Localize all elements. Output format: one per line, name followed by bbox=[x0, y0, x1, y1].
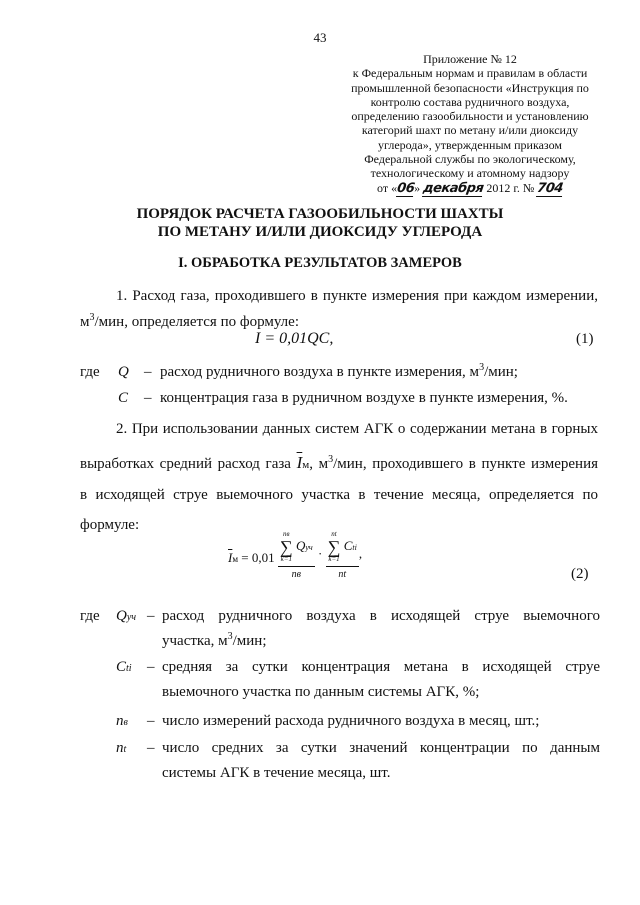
appendix-line: контролю состава рудничного воздуха, bbox=[370, 94, 570, 109]
paragraph-2-line-1: 2. При использовании данных систем АГК о содержании метана в горных bbox=[116, 421, 598, 437]
document-title bbox=[0, 205, 640, 241]
definition-text: концентрация газа в рудничном воздухе в пункте измерения, %. bbox=[160, 390, 568, 406]
date-year: 2012 г. № bbox=[483, 180, 538, 195]
dash: – bbox=[144, 364, 152, 380]
sum-symbol: nt ∑ k=1 bbox=[327, 530, 341, 563]
formula-2: $\overline{I}м = 0,01$ nв ∑ k=1 Qуч nв · nt ∑ k=1 Cti nt , bbox=[228, 530, 363, 580]
handwritten-day: 06 bbox=[396, 180, 416, 196]
appendix-line: технологическому и атомному надзору bbox=[370, 166, 570, 181]
symbol-n-t: nt bbox=[116, 740, 127, 756]
appendix-line: к Федеральным нормам и правилам в области bbox=[352, 66, 588, 81]
fraction-c: nt ∑ k=1 Cti nt bbox=[327, 530, 357, 580]
appendix-date-line bbox=[325, 181, 615, 197]
definition-text: расход рудничного воздуха в пункте измерения, $м^3$/мин; bbox=[160, 362, 518, 380]
appendix-line: Приложение № 12 bbox=[423, 52, 517, 66]
appendix-line: категорий шахт по метану и/или диоксиду bbox=[361, 123, 579, 138]
title-line-2: ПО МЕТАНУ И/ИЛИ ДИОКСИДУ УГЛЕРОДА bbox=[157, 224, 483, 240]
appendix-line: промышленной безопасности «Инструкция по bbox=[351, 80, 589, 95]
dash: – bbox=[147, 740, 155, 756]
appendix-line: углерода», утвержденным приказом bbox=[378, 137, 562, 152]
definition-text: число измерений расхода рудничного воздуха в месяц, шт.; bbox=[162, 713, 540, 729]
definition-q-uch bbox=[80, 608, 600, 658]
symbol-c-ti: Cti bbox=[116, 659, 132, 675]
paragraph-2-line-4: формуле: bbox=[80, 517, 140, 533]
dash: – bbox=[144, 390, 152, 406]
definition-text: расход рудничного воздуха в исходящей струе выемочного участка, $м^3$/мин; bbox=[162, 608, 600, 649]
definition-text: средняя за сутки концентрация метана в исходящей струе выемочного участка по данным системы АГК, %; bbox=[162, 659, 600, 700]
equation-number-2: (2) bbox=[571, 566, 589, 582]
definition-text: число средних за сутки значений концентрации по данным системы АГК в течение месяца, шт. bbox=[162, 740, 600, 781]
symbol-q-uch: Qуч bbox=[116, 608, 137, 624]
dash: – bbox=[147, 659, 155, 675]
symbol-q: Q bbox=[118, 364, 129, 380]
paragraph-2-line-3: в исходящей струе выемочного участка в течение месяца, определяется по bbox=[80, 487, 598, 503]
where-label: где bbox=[80, 364, 100, 380]
date-mid: » bbox=[414, 180, 424, 195]
handwritten-order-number: 704 bbox=[536, 180, 565, 196]
paragraph-1-line-1: 1. Расход газа, проходившего в пункте измерения при каждом измерении, bbox=[116, 288, 598, 304]
sum-symbol: nв ∑ k=1 bbox=[279, 530, 293, 563]
appendix-line: определению газообильности и установлению bbox=[351, 109, 589, 124]
definition-n-t bbox=[80, 740, 600, 790]
page-number: 43 bbox=[313, 30, 327, 45]
appendix-line: Федеральной службы по экологическому, bbox=[364, 152, 576, 167]
appendix-header bbox=[325, 52, 615, 197]
paragraph-2-line-2: выработках средний расход газа $\overline{I}м$, $м^3$/мин, проходившего в пункте измерения bbox=[80, 453, 598, 472]
definition-c-ti bbox=[80, 659, 600, 709]
definition-c bbox=[80, 390, 600, 416]
fraction-q: nв ∑ k=1 Qуч nв bbox=[279, 530, 313, 580]
equation-number-1: (1) bbox=[576, 331, 594, 347]
paragraph-1 bbox=[80, 283, 598, 335]
formula-1: I = 0,01QC, bbox=[255, 330, 334, 347]
paragraph-1-line-2: $м^3$/мин, определяется по формуле: bbox=[80, 312, 299, 330]
symbol-n-v: nв bbox=[116, 713, 128, 729]
title-line-1: ПОРЯДОК РАСЧЕТА ГАЗООБИЛЬНОСТИ ШАХТЫ bbox=[136, 206, 504, 222]
dash: – bbox=[147, 713, 155, 729]
where-label: где bbox=[80, 608, 100, 624]
dash: – bbox=[147, 608, 155, 624]
handwritten-month: декабря bbox=[422, 180, 485, 196]
symbol-c: C bbox=[118, 390, 129, 406]
paragraph-2 bbox=[80, 414, 598, 540]
section-heading: I. ОБРАБОТКА РЕЗУЛЬТАТОВ ЗАМЕРОВ bbox=[178, 255, 462, 271]
date-prefix: от « bbox=[376, 180, 398, 195]
